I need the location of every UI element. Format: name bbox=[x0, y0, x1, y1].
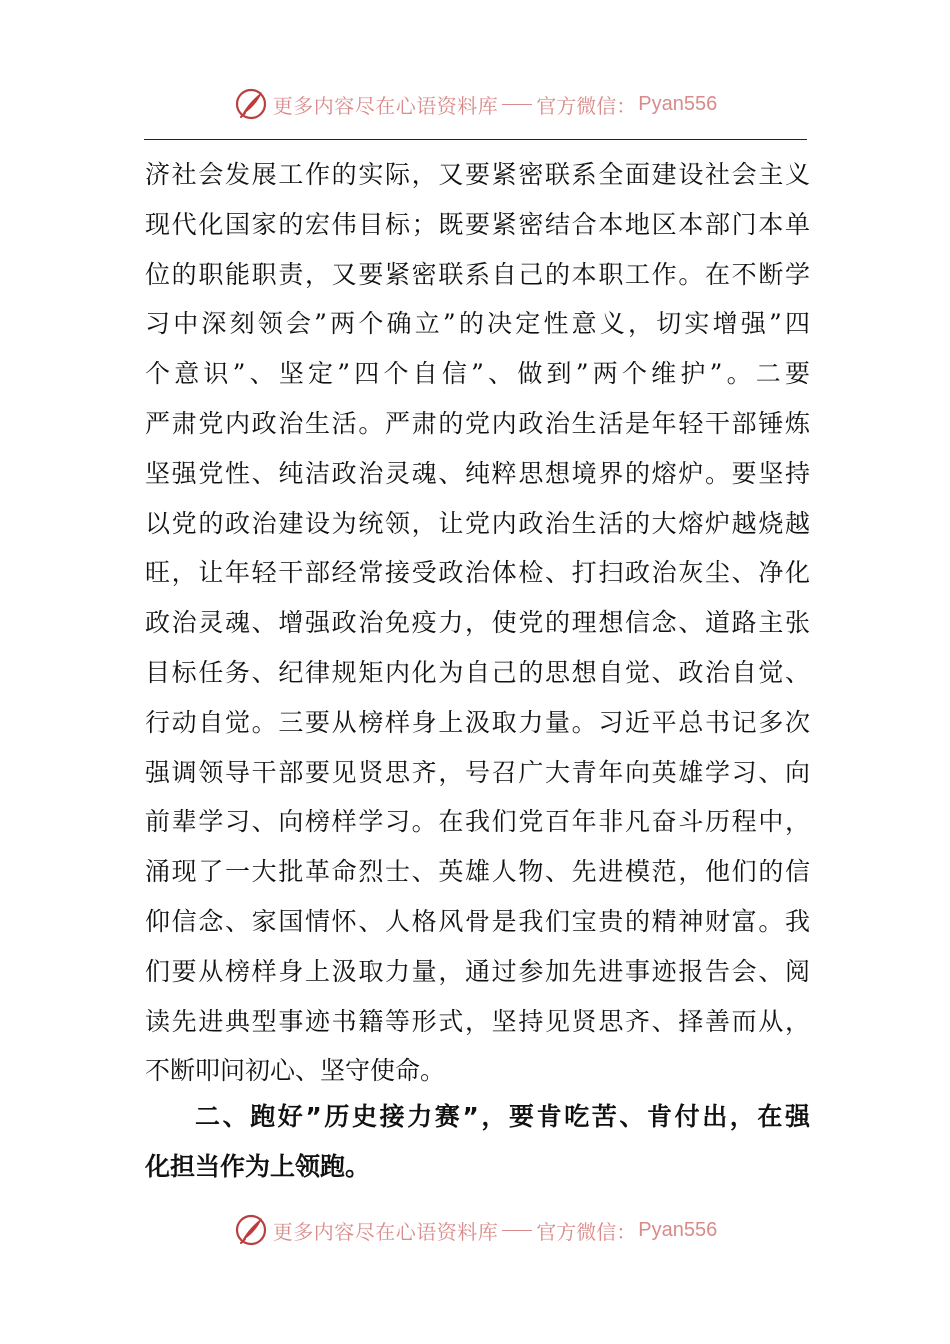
banner-dash bbox=[502, 1230, 532, 1231]
text-line: 涌现了一大批革命烈士、英雄人物、先进模范，他们的信 bbox=[145, 857, 810, 887]
text-line: 个意识”、坚定”四个自信”、做到”两个维护”。二要 bbox=[145, 359, 810, 389]
pen-quill-icon bbox=[233, 86, 269, 122]
text-line: 仰信念、家国情怀、人格风骨是我们宝贵的精神财富。我 bbox=[145, 906, 810, 936]
banner-dash bbox=[502, 104, 532, 105]
body-text bbox=[145, 150, 810, 1096]
text-line: 读先进典型事迹书籍等形式，坚持见贤思齐、择善而从， bbox=[145, 1006, 810, 1036]
banner-label: 官方微信： bbox=[536, 93, 637, 118]
text-line: 现代化国家的宏伟目标；既要紧密结合本地区本部门本单 bbox=[145, 209, 810, 239]
text-line: 严肃党内政治生活。严肃的党内政治生活是年轻干部锤炼 bbox=[145, 408, 810, 438]
text-line: 前辈学习、向榜样学习。在我们党百年非凡奋斗历程中， bbox=[145, 807, 810, 837]
text-line: 济社会发展工作的实际，又要紧密联系全面建设社会主义 bbox=[145, 160, 810, 189]
section-heading bbox=[145, 1092, 810, 1192]
heading-line: 化担当作为上领跑。 bbox=[145, 1152, 371, 1181]
footer-banner bbox=[0, 1210, 950, 1250]
text-line: 们要从榜样身上汲取力量，通过参加先进事迹报告会、阅 bbox=[145, 956, 810, 986]
pen-quill-icon bbox=[233, 1212, 269, 1248]
heading-line: 二、跑好”历史接力赛”，要肯吃苦、肯付出，在强 bbox=[195, 1102, 810, 1131]
text-line: 不断叩问初心、坚守使命。 bbox=[145, 1056, 446, 1086]
header-banner bbox=[0, 84, 950, 124]
banner-label: 官方微信： bbox=[536, 1219, 637, 1244]
text-line: 政治灵魂、增强政治免疫力，使党的理想信念、道路主张 bbox=[145, 608, 810, 638]
text-line: 行动自觉。三要从榜样身上汲取力量。习近平总书记多次 bbox=[145, 707, 810, 737]
text-line: 以党的政治建设为统领，让党内政治生活的大熔炉越烧越 bbox=[145, 508, 810, 538]
text-line: 目标任务、纪律规矩内化为自己的思想自觉、政治自觉、 bbox=[145, 657, 810, 687]
banner-wechat-id: Pyan556 bbox=[638, 1218, 718, 1241]
header-rule bbox=[144, 139, 807, 140]
text-line: 强调领导干部要见贤思齐，号召广大青年向英雄学习、向 bbox=[145, 757, 810, 787]
banner-text: 更多内容尽在心语资料库 bbox=[272, 1219, 499, 1244]
text-line: 旺，让年轻干部经常接受政治体检、打扫政治灰尘、净化 bbox=[145, 558, 810, 588]
banner-wechat-id: Pyan556 bbox=[638, 92, 718, 115]
text-line: 位的职能职责，又要紧密联系自己的本职工作。在不断学 bbox=[145, 259, 810, 289]
text-line: 坚强党性、纯洁政治灵魂、纯粹思想境界的熔炉。要坚持 bbox=[145, 458, 810, 488]
text-line: 习中深刻领会”两个确立”的决定性意义，切实增强”四 bbox=[145, 309, 810, 339]
banner-text: 更多内容尽在心语资料库 bbox=[272, 93, 499, 118]
